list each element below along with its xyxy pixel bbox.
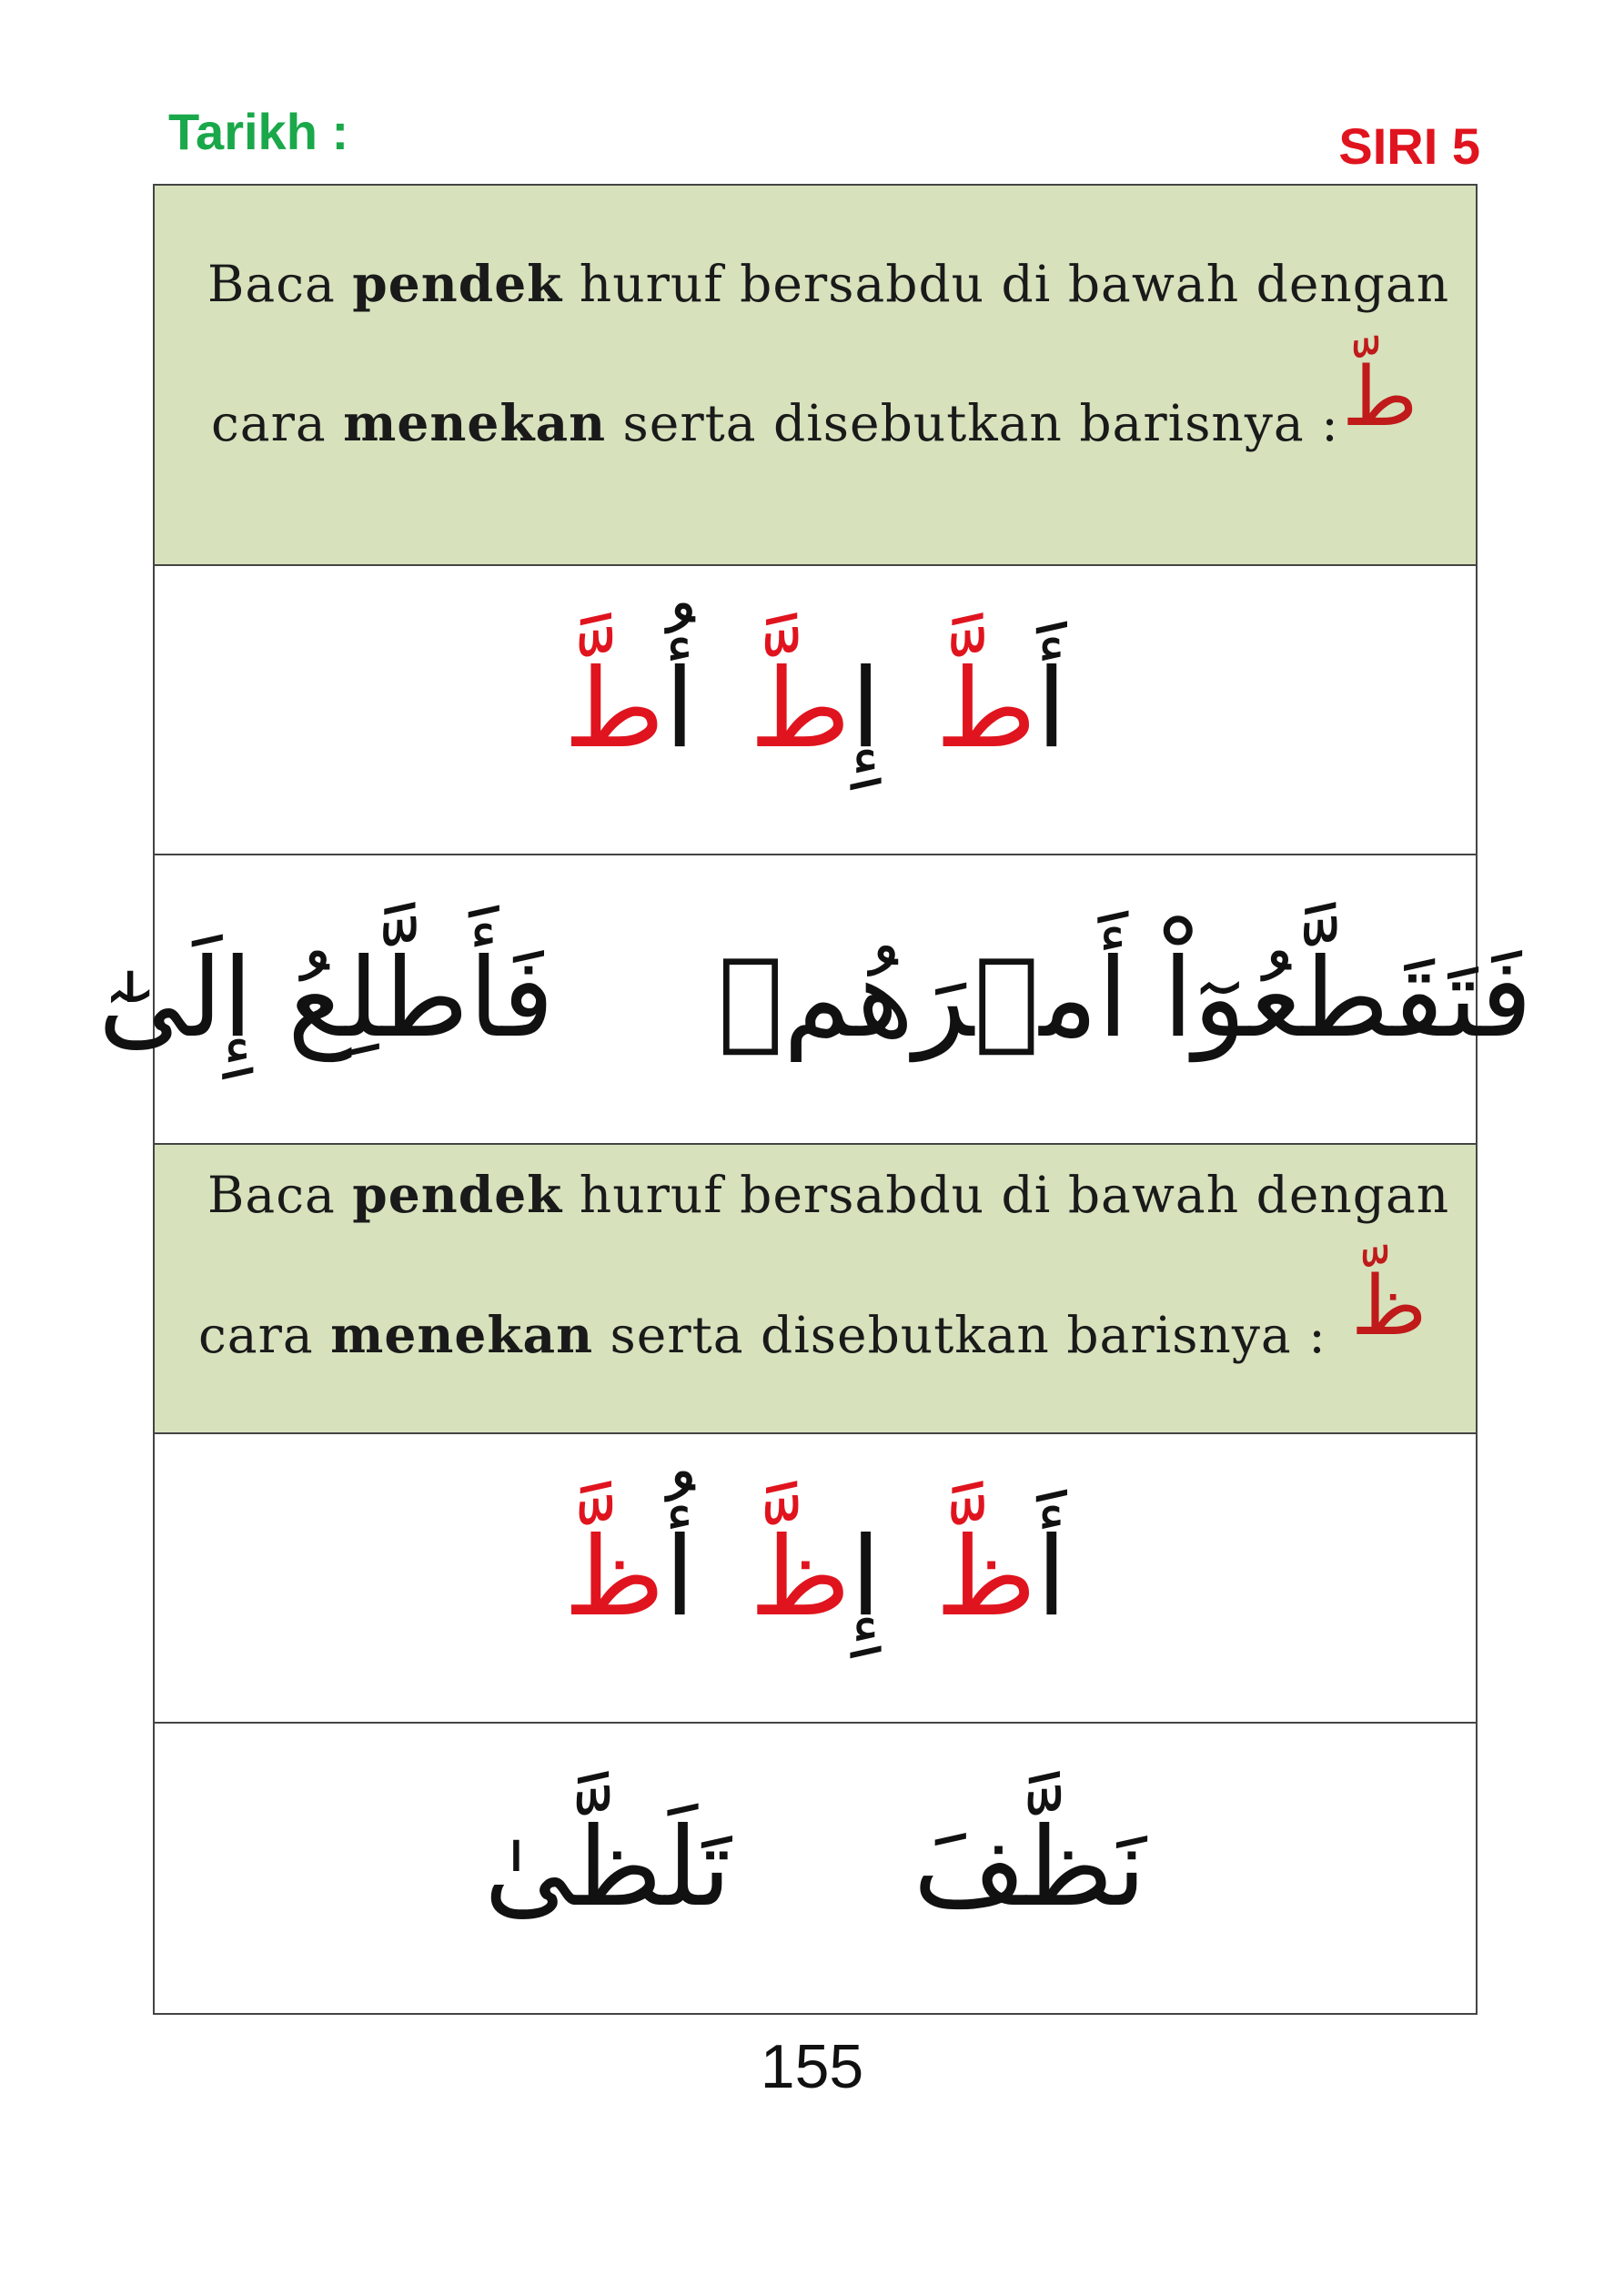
- syllable: أَطَّ: [935, 646, 1067, 773]
- quran-word: فَتَقَطَّعُوٓاْ أَمۡرَهُمۡ: [718, 936, 1533, 1062]
- instruction-box-ta: [155, 186, 1476, 566]
- instruction-box-za: [155, 1145, 1476, 1434]
- syllable: إِطَّ: [749, 646, 882, 773]
- syllable-row-za: [155, 1434, 1476, 1724]
- syllable: إِظَّ: [749, 1514, 882, 1641]
- lesson-table: [97, 184, 1533, 2015]
- syllable: أَظَّ: [935, 1514, 1067, 1641]
- tarikh-label: Tarikh :: [168, 103, 349, 160]
- syllable: أُظَّ: [563, 1514, 695, 1641]
- syllable-row-ta: [155, 566, 1476, 855]
- target-letter-ta: طّ: [1342, 349, 1418, 445]
- quran-word: فَأَطَّلِعُ إِلَىٰٓ: [97, 936, 554, 1062]
- instruction-line-2: cara menekan serta disebutkan barisnya :: [211, 393, 1339, 452]
- series-label: SIRI 5: [1338, 117, 1480, 175]
- target-letter-za: ظّ: [1351, 1259, 1427, 1354]
- word-row-za: [155, 1724, 1476, 2013]
- page-number: 155: [760, 2032, 864, 2101]
- instruction-line-1: Baca pendek huruf bersabdu di bawah dengan: [207, 254, 1450, 313]
- instruction-line-2: cara menekan serta disebutkan barisnya :: [198, 1305, 1326, 1364]
- instruction-line-1: Baca pendek huruf bersabdu di bawah dengan: [207, 1165, 1450, 1224]
- quran-word: نَظَّفَ: [913, 1805, 1146, 1931]
- quran-word: تَلَظَّىٰ: [484, 1805, 731, 1931]
- syllable: أُطَّ: [563, 646, 695, 773]
- word-row-ta: [97, 855, 1533, 1145]
